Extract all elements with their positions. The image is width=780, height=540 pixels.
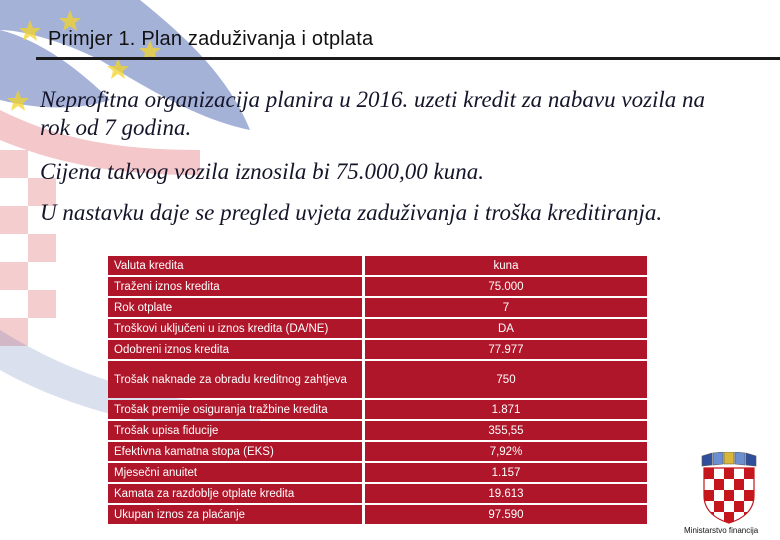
row-value: 1.157 [362,463,647,482]
row-value: 355,55 [362,421,647,440]
ministry-label: Ministarstvo financija [684,526,759,535]
table-row [108,421,647,440]
row-label: Troškovi uključeni u iznos kredita (DA/NE) [108,319,362,338]
table-row [108,442,647,461]
page-title: Primjer 1. Plan zaduživanja i otplata [48,28,374,50]
row-label: Rok otplate [108,298,362,317]
table-row [108,277,647,296]
table-row [108,400,647,419]
row-label: Efektivna kamatna stopa (EKS) [108,442,362,461]
intro-paragraph-3: U nastavku daje se pregled uvjeta zaduživanja i troška kreditiranja. [40,200,663,225]
table-row [108,361,647,398]
row-label: Mjesečni anuitet [108,463,362,482]
row-value: DA [362,319,647,338]
title-divider [36,57,780,60]
row-label: Trošak premije osiguranja tražbine kredita [108,400,362,419]
row-value: 7 [362,298,647,317]
row-value: 19.613 [362,484,647,503]
table-row [108,484,647,503]
row-value: 97.590 [362,505,647,524]
row-label: Traženi iznos kredita [108,277,362,296]
croatian-coat-of-arms-icon [699,452,759,524]
row-label: Trošak upisa fiducije [108,421,362,440]
row-label: Odobreni iznos kredita [108,340,362,359]
row-label: Valuta kredita [108,256,362,275]
row-value: 1.871 [362,400,647,419]
table-row [108,319,647,338]
table-row [108,298,647,317]
table-row [108,256,647,275]
row-value: 75.000 [362,277,647,296]
table-row [108,340,647,359]
intro-paragraph-1: Neprofitna organizacija planira u 2016. uzeti kredit za nabavu vozila na rok od 7 godina. [40,87,706,140]
credit-terms-table [108,254,647,526]
row-value: 77.977 [362,340,647,359]
row-label: Trošak naknade za obradu kreditnog zahtjeva [108,361,362,398]
row-value: kuna [362,256,647,275]
row-label: Ukupan iznos za plaćanje [108,505,362,524]
intro-paragraph-2: Cijena takvog vozila iznosila bi 75.000,00 kuna. [40,159,484,184]
table-row [108,463,647,482]
row-value: 7,92% [362,442,647,461]
table-row [108,505,647,524]
row-value: 750 [362,361,647,398]
row-label: Kamata za razdoblje otplate kredita [108,484,362,503]
